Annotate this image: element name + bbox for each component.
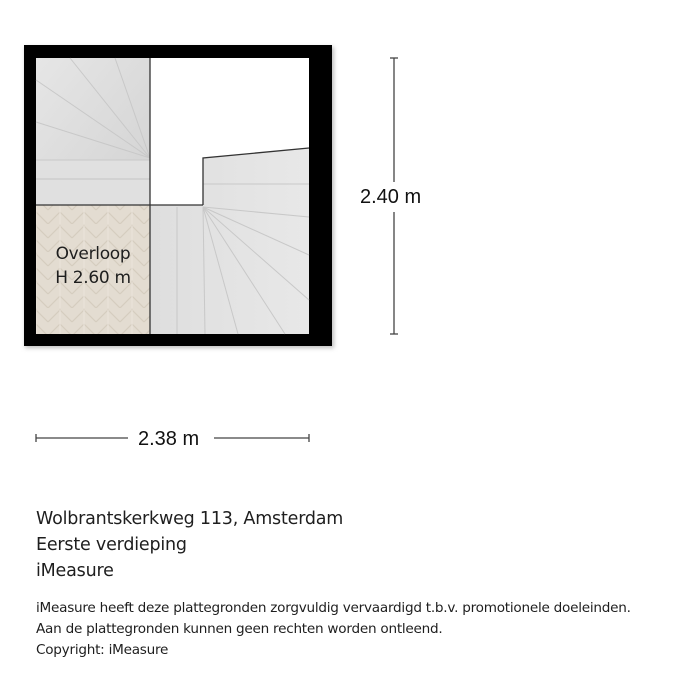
- floor-name: Eerste verdieping: [36, 535, 187, 555]
- disclaimer-line-1: iMeasure heeft deze plattegronden zorgvuldig vervaardigd t.b.v. promotionele doeleinden.: [36, 600, 631, 616]
- staircase-top-left: [36, 58, 150, 205]
- room-label-overloop: [38, 242, 148, 290]
- height-dimension-label: 2.40 m: [360, 186, 422, 208]
- property-info: [36, 506, 343, 584]
- disclaimer: [36, 598, 631, 661]
- disclaimer-line-2: Aan de plattegronden kunnen geen rechten worden ontleend.: [36, 621, 443, 637]
- width-dimension-label: 2.38 m: [138, 428, 200, 450]
- room-name: Overloop: [55, 244, 131, 264]
- company: iMeasure: [36, 561, 114, 581]
- address: Wolbrantskerkweg 113, Amsterdam: [36, 509, 344, 529]
- copyright: Copyright: iMeasure: [36, 642, 169, 658]
- room-height: H 2.60 m: [55, 268, 131, 288]
